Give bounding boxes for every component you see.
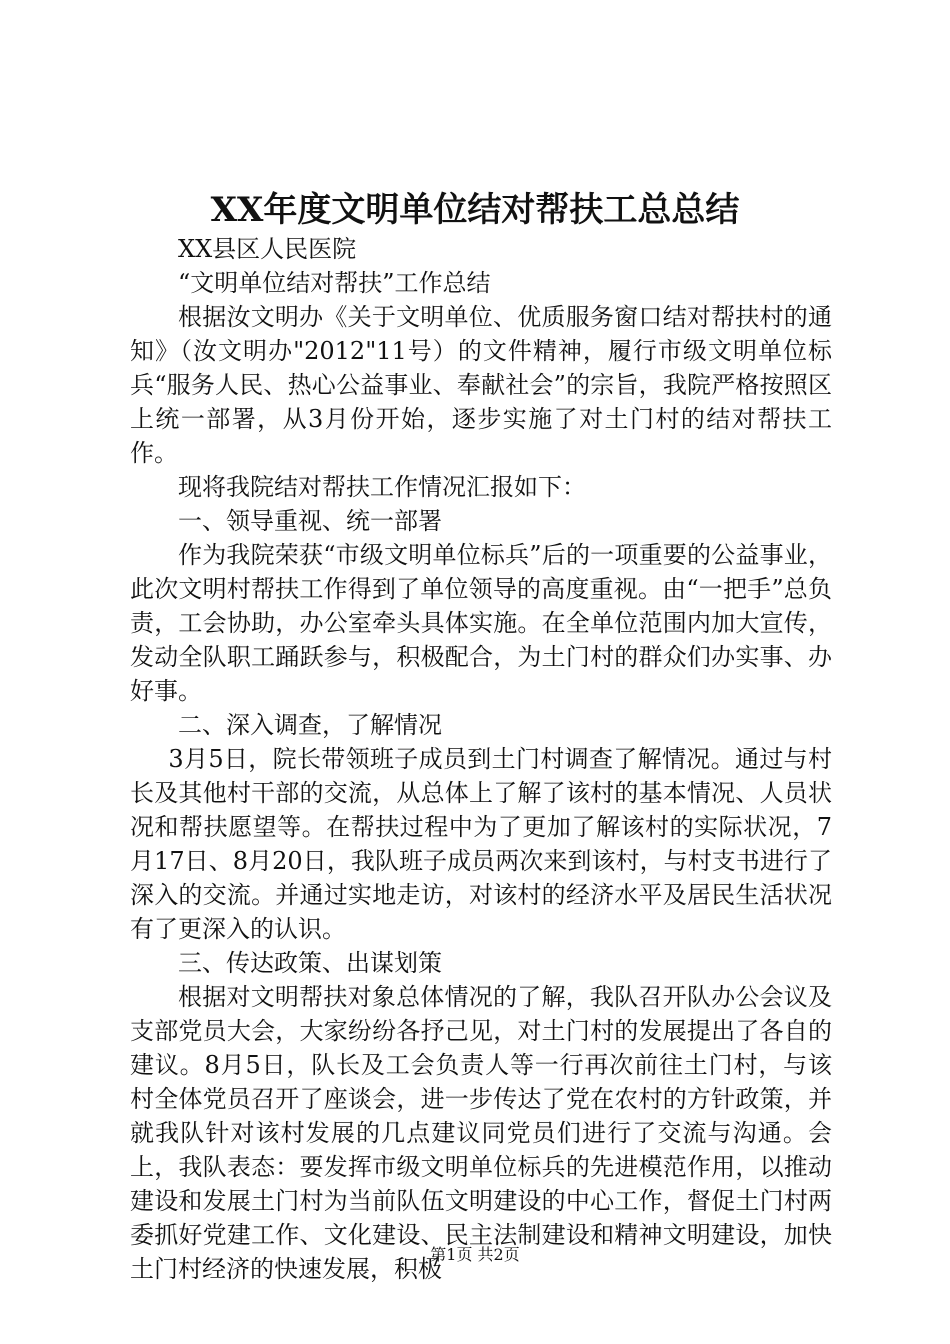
section-heading-3: 三、传达政策、出谋划策 — [178, 949, 442, 977]
paragraph-section-2: 3月5日，院长带领班子成员到土门村调查了解情况。通过与村长及其他村干部的交流，从总体上了解了该村的基本情况、人员状况和帮扶愿望等。在帮扶过程中为了更加了解该村的实际状况，7月17日、8月20日，我队班子成员两次来到该村，与村支书进行了深入的交流。并通过实地走访，对该村的经济水平及居民生活状况有了更深入的认识。 — [130, 745, 832, 943]
paragraph-organization: XX县区人民医院 — [178, 235, 357, 263]
paragraph-report-lead: 现将我院结对帮扶工作情况汇报如下： — [178, 473, 586, 501]
paragraph-subtitle: “文明单位结对帮扶”工作总结 — [178, 269, 491, 297]
document-title: XX年度文明单位结对帮扶工总总结 — [210, 190, 740, 230]
paragraph-section-3: 根据对文明帮扶对象总体情况的了解，我队召开队办公会议及支部党员大会，大家纷纷各抒己见，对土门村的发展提出了各自的建议。8月5日，队长及工会负责人等一行再次前往土门村，与该村全体党员召开了座谈会，进一步传达了党在农村的方针政策，并就我队针对该村发展的几点建议同党员们进行了交流与沟通。会上，我队表态：要发挥市级文明单位标兵的先进模范作用，以推动建设和发展土门村为当前队伍文明建设的中心工作，督促土门村两委抓好党建工作、文化建设、民主法制建设和精神文明建设，加快土门村经济的快速发展，积极 — [130, 983, 832, 1283]
page-footer: 第1页 共2页 — [430, 1245, 520, 1264]
section-heading-2: 二、深入调查，了解情况 — [178, 711, 442, 739]
paragraph-intro: 根据汝文明办《关于文明单位、优质服务窗口结对帮扶村的通知》（汝文明办"2012"11号）的文件精神，履行市级文明单位标兵“服务人民、热心公益事业、奉献社会”的宗旨，我院严格按照区上统一部署，从3月份开始，逐步实施了对土门村的结对帮扶工作。 — [130, 303, 832, 467]
section-heading-1: 一、领导重视、统一部署 — [178, 507, 442, 535]
paragraph-section-1: 作为我院荣获“市级文明单位标兵”后的一项重要的公益事业，此次文明村帮扶工作得到了单位领导的高度重视。由“一把手”总负责，工会协助，办公室牵头具体实施。在全单位范围内加大宣传，发动全队职工踊跃参与，积极配合，为土门村的群众们办实事、办好事。 — [130, 541, 832, 705]
document-body — [130, 232, 832, 1286]
